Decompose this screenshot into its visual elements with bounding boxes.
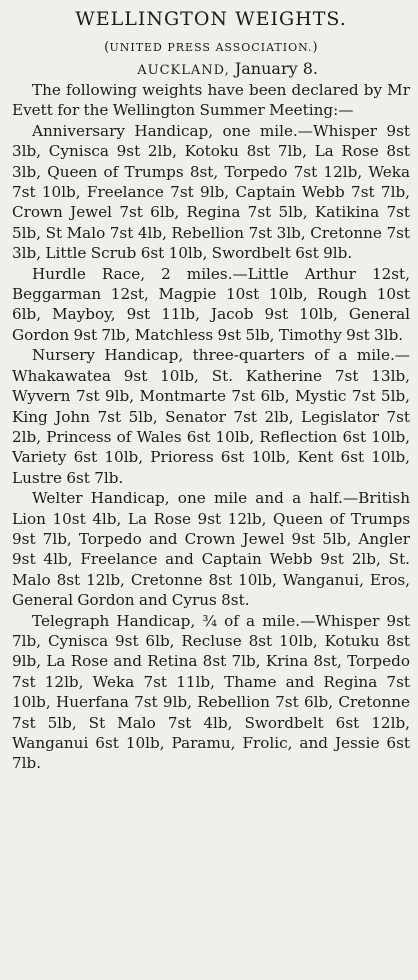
- article-title: WELLINGTON WEIGHTS.: [75, 8, 347, 30]
- paragraph-nursery-handicap: Nursery Handicap, three-quarters of a mile.—Whakawatea 9st 10lb, St. Katherine 7st 13lb, Wyvern 7st 9lb, Montmarte 7st 6lb, Mystic 7st 5lb, King John 7st 5lb, Senator 7st 2lb, Legislator 7st 2lb, Princess of Wales 6st 10lb, Reflection 6st 10lb, Variety 6st 10lb, Prioress 6st 10lb, Kent 6st 10lb, Lustre 6st 7lb.: [12, 346, 410, 487]
- credit-open-paren: (: [104, 40, 110, 55]
- dateline-date: January 8.: [229, 59, 318, 78]
- paragraph-anniversary-handicap: Anniversary Handicap, one mile.—Whisper 9st 3lb, Cynisca 9st 2lb, Kotoku 8st 7lb, La Rose 8st 3lb, Queen of Trumps 8st, Torpedo 7st 12lb, Weka 7st 10lb, Freelance 7st 9lb, Captain Webb 7st 7lb, Crown Jewel 7st 6lb, Regina 7st 5lb, Katikina 7st 5lb, St Malo 7st 4lb, Rebellion 7st 3lb, Cretonne 7st 3lb, Little Scrub 6st 10lb, Swordbelt 6st 9lb.: [12, 121, 410, 263]
- article-credit: [12, 40, 410, 55]
- paragraph-hurdle-race: Hurdle Race, 2 miles.—Little Arthur 12st, Beggarman 12st, Magpie 10st 10lb, Rough 10st 6lb, Mayboy, 9st 11lb, Jacob 9st 10lb, General Gordon 9st 7lb, Matchless 9st 5lb, Timothy 9st 3lb.: [12, 264, 410, 344]
- credit-agency: UNITED PRESS ASSOCIATION.: [109, 41, 313, 54]
- dateline-place: AUCKLAND,: [137, 63, 230, 78]
- paragraph-telegraph-handicap: Telegraph Handicap, ¾ of a mile.—Whisper 9st 7lb, Cynisca 9st 6lb, Recluse 8st 10lb, Kotuku 8st 9lb, La Rose and Retina 8st 7lb, Krina 8st, Torpedo 7st 12lb, Weka 7st 11lb, Thame and Regina 7st 10lb, Huerfana 7st 9lb, Rebellion 7st 6lb, Cretonne 7st 5lb, St Malo 7st 4lb, Swordbelt 6st 12lb, Wanganui 6st 10lb, Paramu, Frolic, and Jessie 6st 7lb.: [12, 611, 410, 773]
- paragraph-welter-handicap: Welter Handicap, one mile and a half.—British Lion 10st 4lb, La Rose 9st 12lb, Queen of Trumps 9st 7lb, Torpedo and Crown Jewel 9st 5lb, Angler 9st 4lb, Freelance and Captain Webb 9st 2lb, St. Malo 8st 12lb, Cretonne 8st 10lb, Wanganui, Eros, General Gordon and Cyrus 8st.: [12, 489, 410, 610]
- paragraph-intro: The following weights have been declared by Mr Evett for the Wellington Summer Meeting:—: [12, 81, 410, 120]
- article-dateline: [12, 59, 410, 78]
- credit-close-paren: ): [312, 40, 318, 55]
